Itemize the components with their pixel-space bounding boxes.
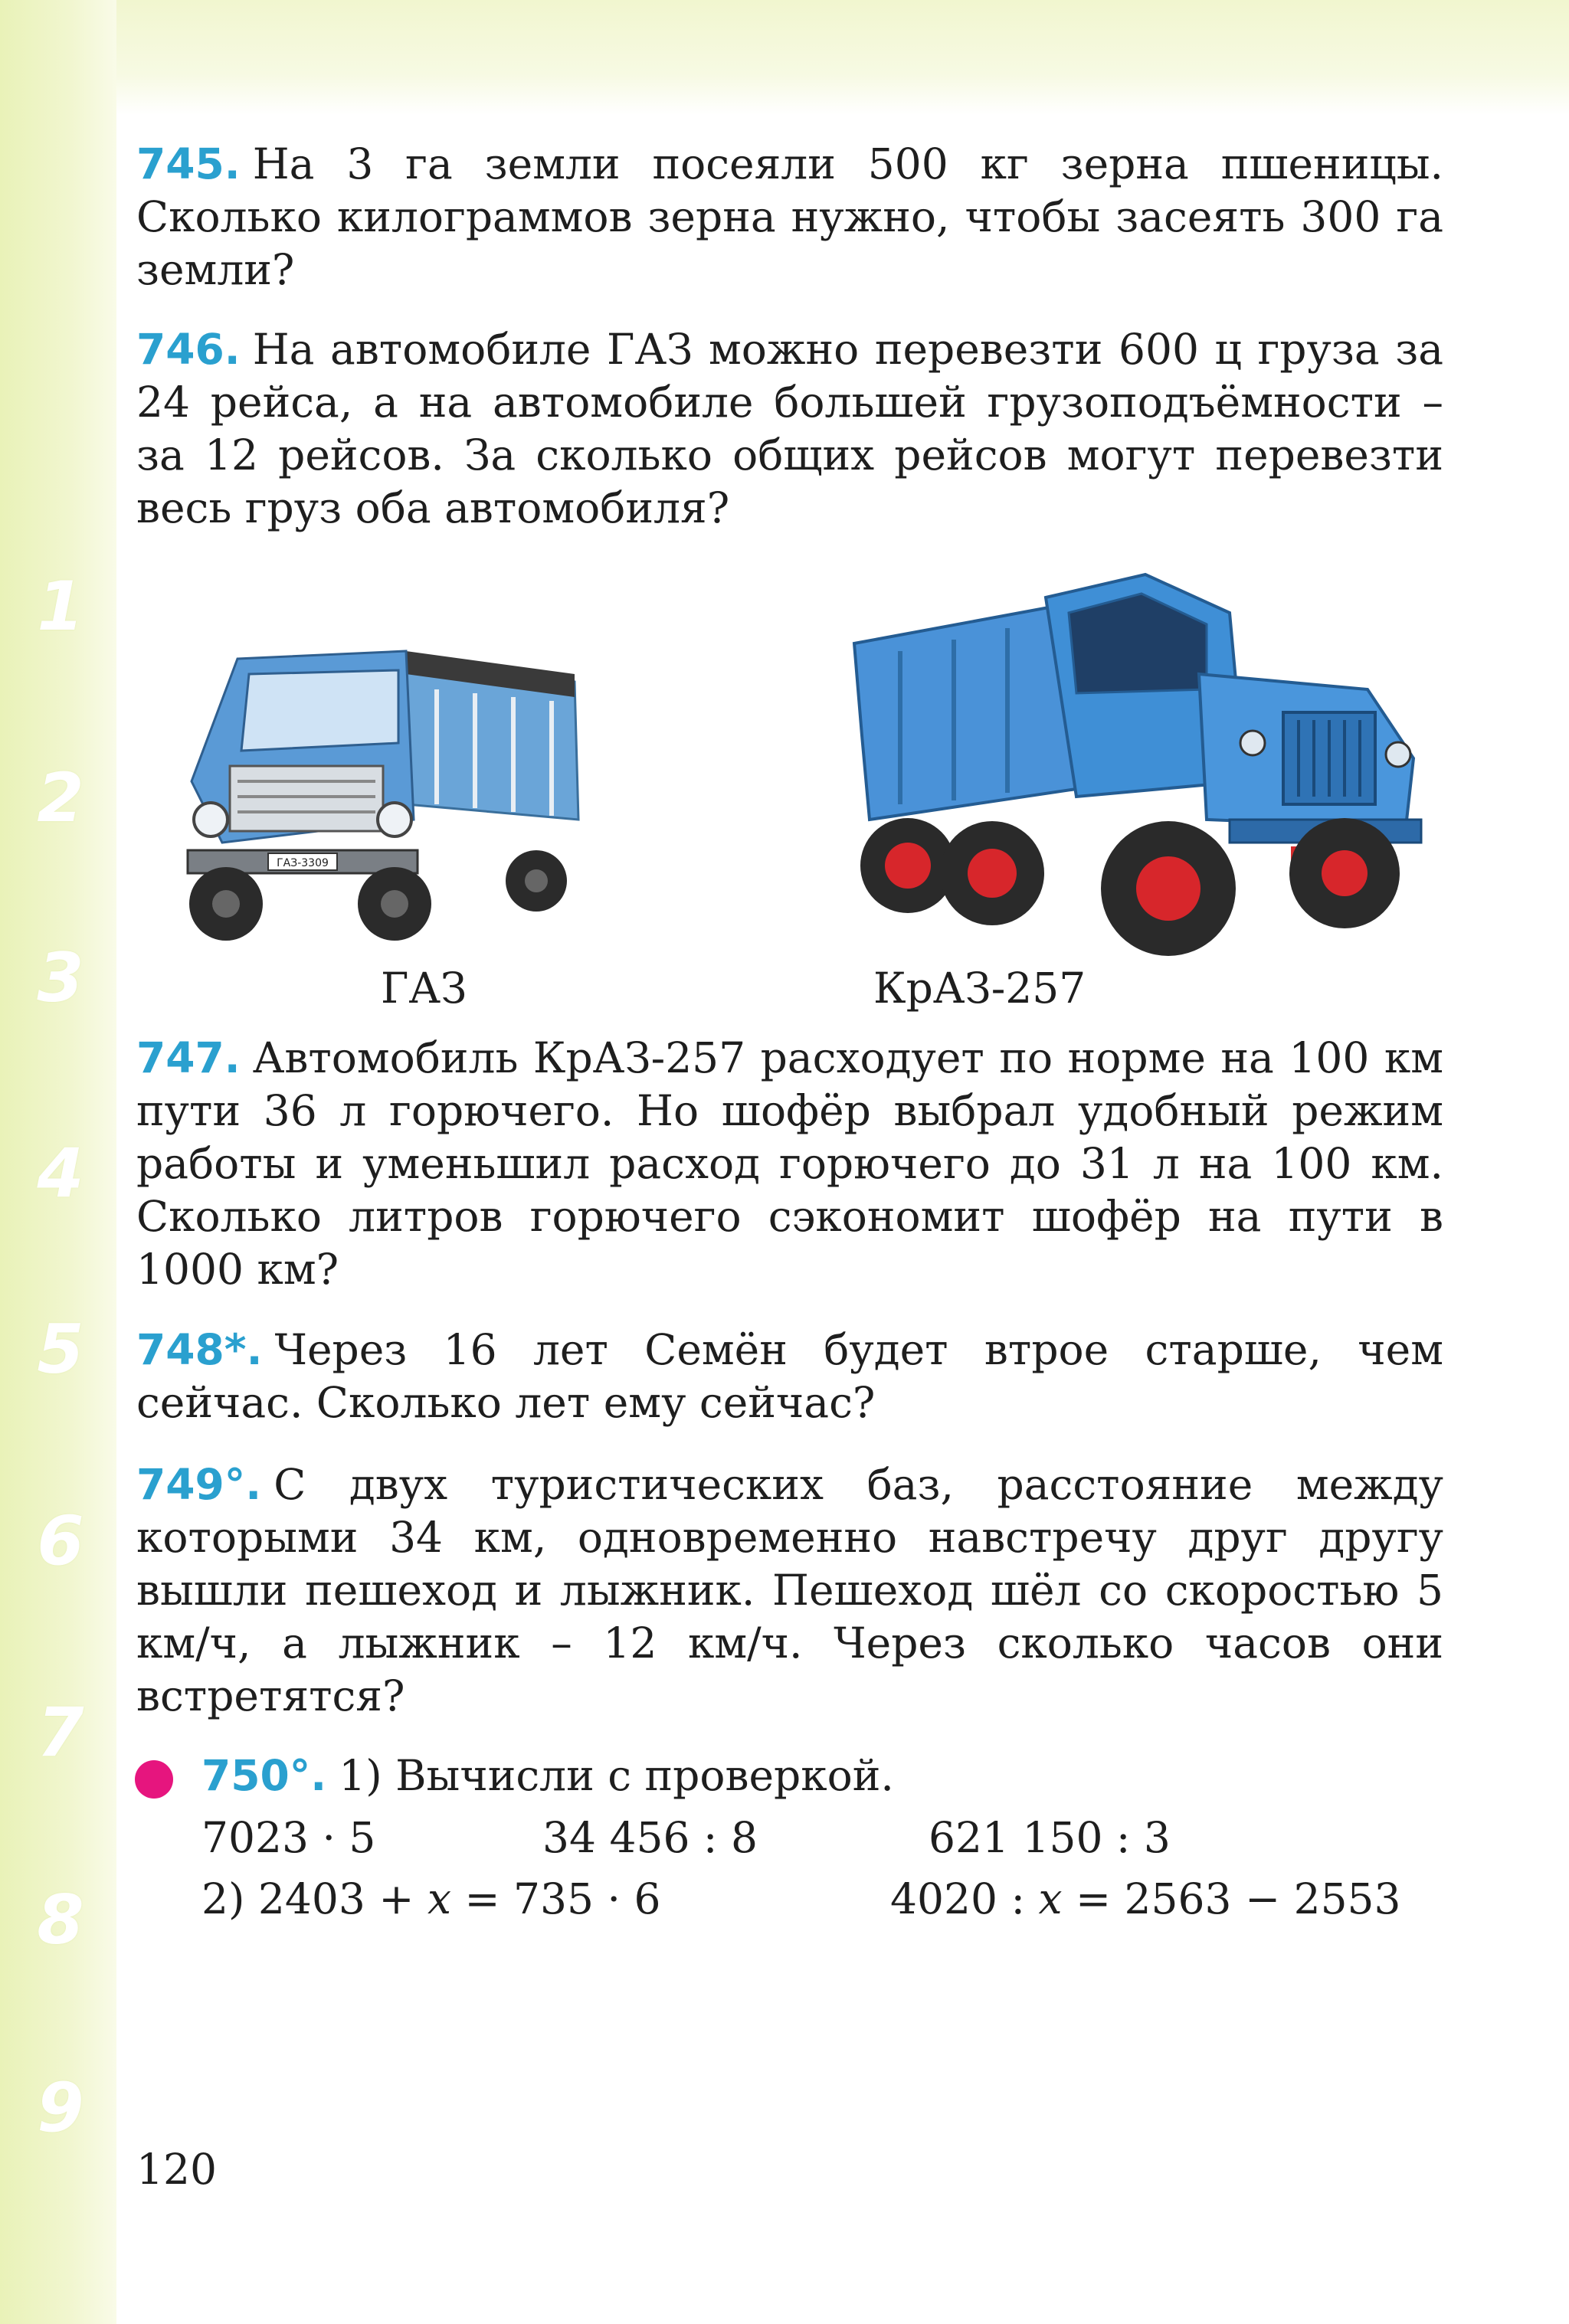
equation-left: 4020 : [890, 1874, 1039, 1923]
problem-text: На автомобиле ГАЗ можно перевезти 600 ц груза за 24 рейса, а на автомобиле большей грузоподъёмности – за 12 рейсов. За сколько общих рейсов могут перевезти весь груз оба автомобиля? [136, 325, 1443, 532]
problem-task: 1) Вычисли с проверкой. [339, 1751, 894, 1800]
problem-text: Через 16 лет Семён будет втрое старше, чем сейчас. Сколько лет ему сейчас? [136, 1325, 1443, 1427]
chapter-index [0, 0, 116, 2324]
expression: 7023 · 5 [201, 1813, 376, 1862]
problem-747 [136, 1032, 1443, 1296]
chapter-number: 7 [37, 1693, 84, 1772]
problem-text: С двух туристических баз, расстояние между которыми 34 км, одновременно навстречу друг другу вышли пешеход и лыжник. Пешеход шёл со скоростью 5 км/ч, а лыжник – 12 км/ч. Через сколько часов они встретятся? [136, 1460, 1443, 1720]
equation-left: 2) 2403 + [201, 1874, 427, 1923]
problem-text: Автомобиль КрАЗ-257 расходует по норме на 100 км пути 36 л горючего. Но шофёр выбрал удобный режим работы и уменьшил расход горючего до 31 л на 100 км. Сколько литров горючего сэкономит шофёр на пути в 1000 км? [136, 1033, 1443, 1294]
problem-number: 747. [136, 1033, 241, 1082]
chapter-number: 8 [37, 1880, 84, 1959]
chapter-number: 4 [37, 1134, 84, 1213]
problem-number: 749°. [136, 1460, 262, 1509]
chapter-number: 3 [37, 938, 84, 1017]
problem-748 [136, 1324, 1443, 1429]
problem-number: 746. [136, 325, 241, 374]
top-margin-band [0, 0, 1569, 115]
gaz-caption: ГАЗ [381, 964, 467, 1013]
equation [201, 1874, 660, 1924]
problem-746 [136, 323, 1443, 535]
chapter-number: 5 [37, 1310, 84, 1389]
page-number: 120 [136, 2145, 217, 2194]
problem-number: 750°. [201, 1751, 327, 1800]
license-plate: ГАЗ-3309 [277, 857, 329, 869]
kraz-truck-image [847, 559, 1429, 973]
problem-number: 745. [136, 139, 241, 188]
equation-right: = 2563 − 2553 [1062, 1874, 1401, 1923]
chapter-number: 2 [37, 758, 84, 837]
problem-text: На 3 га земли посеяли 500 кг зерна пшеницы. Сколько килограммов зерна нужно, чтобы засеять 300 га земли? [136, 139, 1443, 294]
chapter-number: 6 [37, 1501, 84, 1580]
equation [890, 1874, 1401, 1924]
gaz-truck-image [176, 628, 590, 950]
bullet-marker [135, 1760, 173, 1799]
problem-750-header [201, 1750, 894, 1801]
equation-right: = 735 · 6 [451, 1874, 661, 1923]
chapter-number: 9 [37, 2068, 84, 2147]
chapter-number: 1 [37, 567, 84, 646]
problem-745 [136, 138, 1443, 296]
kraz-caption: КрАЗ-257 [873, 964, 1086, 1013]
equation-variable: x [1038, 1874, 1063, 1923]
equation-variable: x [427, 1874, 451, 1923]
problem-749 [136, 1458, 1443, 1723]
expression: 621 150 : 3 [929, 1813, 1171, 1862]
problem-number: 748*. [136, 1325, 263, 1374]
expression: 34 456 : 8 [542, 1813, 758, 1862]
